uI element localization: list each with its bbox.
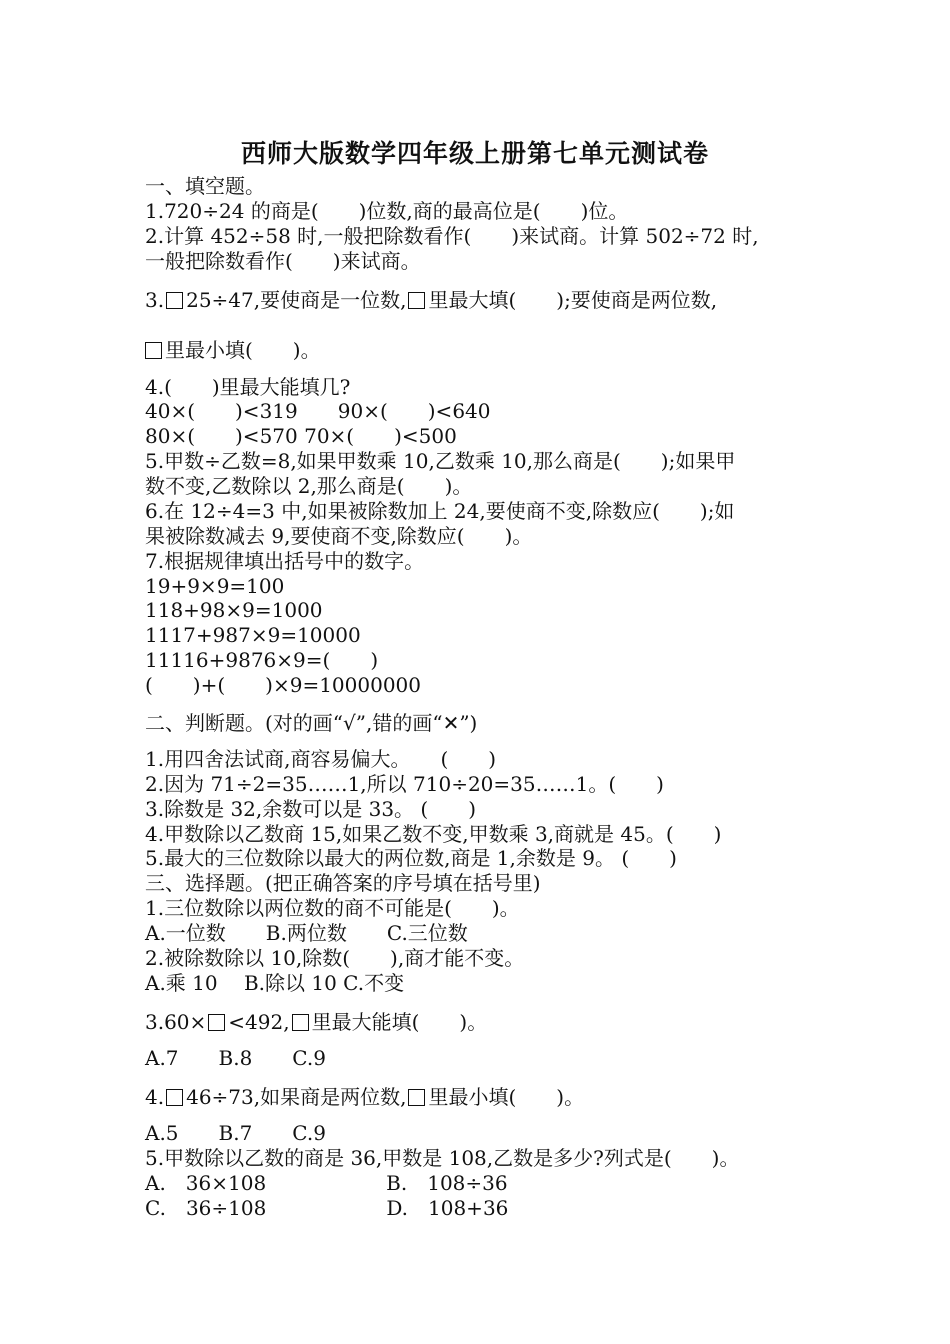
question-2-5: 5.最大的三位数除以最大的两位数,商是 1,余数是 9。 ( ) (145, 846, 677, 870)
question-1-7-line2: 19+9×9=100 (145, 574, 285, 598)
question-1-5-line2: 数不变,乙数除以 2,那么商是( )。 (145, 474, 473, 498)
question-1-6-line1: 6.在 12÷4=3 中,如果被除数加上 24,要使商不变,除数应( );如 (145, 499, 735, 523)
question-1-3-line1 (145, 288, 717, 312)
blank-box-icon (166, 1089, 183, 1106)
question-3-5: 5.甲数除以乙数的商是 36,甲数是 108,乙数是多少?列式是( )。 (145, 1146, 740, 1170)
question-3-1: 1.三位数除以两位数的商不可能是( )。 (145, 896, 520, 920)
question-2-2: 2.因为 71÷2=35……1,所以 710÷20=35……1。( ) (145, 772, 664, 796)
question-2-1: 1.用四舍法试商,商容易偏大。 ( ) (145, 747, 497, 771)
question-3-3 (145, 1010, 487, 1034)
question-3-4 (145, 1085, 584, 1109)
question-1-4-line2: 40×( )<319 90×( )<640 (145, 399, 491, 423)
question-1-7-line3: 118+98×9=1000 (145, 598, 323, 622)
q3-prefix: 3. (145, 288, 165, 312)
question-3-5-options-line2: C. 36÷108 D. 108+36 (145, 1196, 509, 1220)
question-1-7-line4: 1117+987×9=10000 (145, 623, 361, 647)
question-3-1-options: A.一位数 B.两位数 C.三位数 (145, 921, 468, 945)
q3-3-prefix: 3.60× (145, 1010, 207, 1034)
section-heading-multiple-choice: 三、选择题。(把正确答案的序号填在括号里) (145, 871, 541, 895)
question-1-7-line1: 7.根据规律填出括号中的数字。 (145, 549, 425, 573)
q3-3-text-a: <492, (228, 1010, 290, 1034)
question-3-3-options: A.7 B.8 C.9 (145, 1046, 326, 1070)
question-1-1: 1.720÷24 的商是( )位数,商的最高位是( )位。 (145, 199, 629, 223)
question-3-2: 2.被除数除以 10,除数( ),商才能不变。 (145, 946, 525, 970)
q3-4-text-a: 46÷73,如果商是两位数, (186, 1085, 407, 1109)
blank-box-icon (166, 292, 183, 309)
question-1-7-line5: 11116+9876×9=( ) (145, 648, 379, 672)
q3-4-text-b: 里最小填( )。 (428, 1085, 585, 1109)
question-1-5-line1: 5.甲数÷乙数=8,如果甲数乘 10,乙数乘 10,那么商是( );如果甲 (145, 449, 736, 473)
section-heading-fill-blank: 一、填空题。 (145, 174, 265, 198)
page-title: 西师大版数学四年级上册第七单元测试卷 (240, 139, 709, 168)
question-3-2-options: A.乘 10 B.除以 10 C.不变 (145, 971, 405, 995)
q3-text-c: 里最小填( )。 (165, 338, 321, 362)
question-1-4-line1: 4.( )里最大能填几? (145, 375, 351, 399)
question-1-2-line2: 一般把除数看作( )来试商。 (145, 249, 421, 273)
q3-4-prefix: 4. (145, 1085, 165, 1109)
section-heading-true-false: 二、判断题。(对的画“√”,错的画“✕”) (145, 711, 478, 735)
q3-text-a: 25÷47,要使商是一位数, (186, 288, 407, 312)
blank-box-icon (292, 1014, 309, 1031)
question-1-4-line3: 80×( )<570 70×( )<500 (145, 424, 457, 448)
question-1-3-line2 (145, 338, 321, 362)
question-2-3: 3.除数是 32,余数可以是 33。 ( ) (145, 797, 477, 821)
question-1-7-line6: ( )+( )×9=10000000 (145, 673, 422, 697)
blank-box-icon (208, 1014, 225, 1031)
question-1-6-line2: 果被除数减去 9,要使商不变,除数应( )。 (145, 524, 533, 548)
blank-box-icon (408, 292, 425, 309)
question-2-4: 4.甲数除以乙数商 15,如果乙数不变,甲数乘 3,商就是 45。( ) (145, 822, 722, 846)
question-3-5-options-line1: A. 36×108 B. 108÷36 (145, 1171, 508, 1195)
blank-box-icon (145, 342, 162, 359)
question-3-4-options: A.5 B.7 C.9 (145, 1121, 326, 1145)
q3-text-b: 里最大填( );要使商是两位数, (428, 288, 718, 312)
blank-box-icon (408, 1089, 425, 1106)
q3-3-text-b: 里最大能填( )。 (311, 1010, 488, 1034)
question-1-2-line1: 2.计算 452÷58 时,一般把除数看作( )来试商。计算 502÷72 时, (145, 224, 759, 248)
